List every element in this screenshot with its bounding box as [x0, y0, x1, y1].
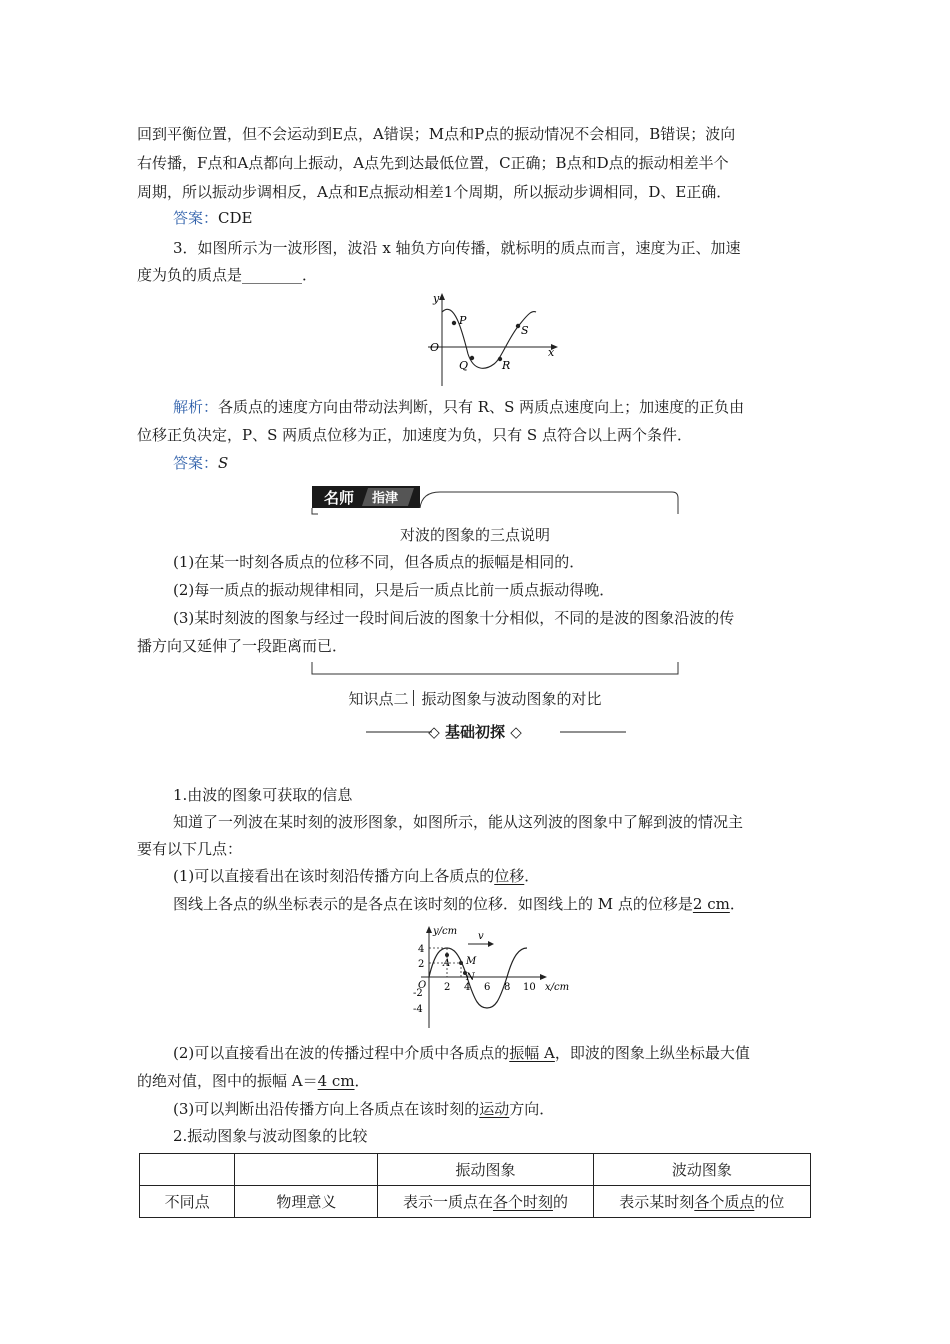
m-label: M	[466, 956, 477, 967]
header-cell-empty	[140, 1154, 235, 1186]
s1-intro-2: 要有以下几点：	[137, 840, 243, 858]
s1-item-3	[173, 1099, 554, 1119]
s1-intro-1: 知道了一列波在某时刻的波形图象，如图所示，能从这列波的图象中了解到波的情况主	[173, 813, 744, 831]
question-3-line2: 度为负的质点是________．	[137, 266, 318, 284]
analysis-line2: 位移正负决定，P、S 两质点位移为正，加速度为负，只有 S 点符合以上两个条件．	[137, 426, 692, 444]
header-vibration: 振动图象	[378, 1154, 593, 1186]
ytick-neg4: -4	[413, 1004, 423, 1015]
section-label: 知识点二	[348, 690, 409, 708]
p-label: P	[459, 314, 467, 327]
tip-point-3a: (3)某时刻波的图象与经过一段时间后波的图象十分相似，不同的是波的图象沿波的传	[173, 609, 735, 627]
cell-text: 表示一质点在	[402, 1193, 493, 1211]
tip-box-footer	[310, 660, 682, 680]
wave-curve	[429, 948, 527, 1008]
item-1-key: 位移	[494, 867, 525, 885]
cell-key: 各个时刻	[492, 1193, 553, 1211]
answer-value: S	[218, 454, 229, 472]
tip-point-3b: 播方向又延伸了一段距离而已．	[137, 637, 348, 655]
y-axis-arrow	[439, 293, 445, 300]
s-label: S	[521, 324, 529, 337]
detail-end: ．	[729, 895, 745, 913]
waveform-figure	[424, 290, 564, 390]
x-axis-label: x/cm	[545, 982, 570, 993]
wave-graph-figure	[395, 922, 575, 1032]
n-label: N	[466, 972, 475, 983]
tip-border-bottom	[312, 662, 678, 674]
para1-line2: 右传播，F点和A点都向上振动，A点先到达最低位置，C正确；B点和D点的振动相差半个	[137, 154, 729, 172]
a-label: A	[443, 958, 451, 969]
point-p	[452, 321, 456, 325]
item-2-rest: ，即波的图象上纵坐标最大值	[554, 1044, 750, 1062]
header-cell-empty-2	[235, 1154, 378, 1186]
tip-point-2: (2)每一质点的振动规律相同，只是后一质点比前一质点振动得晚．	[173, 581, 615, 599]
item-3-text: (3)可以判断出沿传播方向上各质点在该时刻的	[173, 1100, 480, 1118]
answer-2	[173, 453, 228, 473]
item-2-cont-end: ．	[354, 1072, 370, 1090]
ytick-neg2: -2	[413, 988, 423, 999]
s1-item-1-detail	[173, 894, 745, 914]
point-m	[459, 961, 463, 965]
xtick-2: 2	[444, 982, 451, 993]
comparison-table	[139, 1153, 811, 1218]
tip-border-top	[420, 492, 678, 514]
item-2-text: (2)可以直接看出在波的传播过程中介质中各质点的	[173, 1044, 510, 1062]
item-1-end: ．	[524, 867, 540, 885]
y-axis-arrow	[426, 926, 432, 933]
answer-label: 答案：	[173, 454, 219, 472]
answer-value: CDE	[218, 209, 253, 227]
basic-heading: ◇ 基础初探 ◇	[428, 723, 522, 741]
header-wave: 波动图象	[593, 1154, 810, 1186]
velocity-label: v	[478, 931, 484, 942]
point-q	[470, 356, 474, 360]
cell-end: 的	[552, 1193, 568, 1211]
cell-aspect: 物理意义	[235, 1186, 378, 1218]
tip-corner-left	[312, 508, 318, 514]
analysis-label: 解析：	[173, 398, 219, 416]
section-heading	[0, 688, 950, 709]
item-2-cont-key: 4 cm	[317, 1072, 355, 1090]
table-row	[140, 1186, 811, 1218]
item-3-end: 方向．	[509, 1100, 555, 1118]
item-2-cont-text: 的绝对值，图中的振幅 A＝	[137, 1072, 318, 1090]
section-title: 振动图象与波动图象的对比	[421, 690, 602, 708]
cell-wave-meaning	[593, 1186, 810, 1218]
s2-title: 2.振动图象与波动图象的比较	[173, 1127, 368, 1145]
velocity-arrowhead	[488, 941, 494, 947]
cell-vibration-meaning	[378, 1186, 593, 1218]
item-1-text: (1)可以直接看出在该时刻沿传播方向上各质点的	[173, 867, 495, 885]
point-s	[516, 324, 520, 328]
para1-line1: 回到平衡位置，但不会运动到E点，A错误；M点和P点的振动情况不会相同，B错误；波向	[137, 125, 736, 143]
table-header-row	[140, 1154, 811, 1186]
point-a	[445, 953, 449, 957]
question-3-line1: 3．如图所示为一波形图，波沿 x 轴负方向传播，就标明的质点而言，速度为正、加速	[173, 239, 741, 257]
x-label: x	[548, 346, 555, 359]
cell-end: 的位	[754, 1193, 785, 1211]
tip-badge-text1: 名师	[324, 489, 355, 507]
tip-title: 对波的图象的三点说明	[399, 526, 550, 544]
origin-label: O	[430, 341, 440, 354]
analysis-text: 各质点的速度方向由带动法判断，只有 R、S 两质点速度向上；加速度的正负由	[218, 398, 745, 416]
detail-text: 图线上各点的纵坐标表示的是各点在该时刻的位移．如图线上的 M 点的位移是	[173, 895, 693, 913]
x-axis-arrow	[540, 974, 547, 980]
cell-key: 各个质点	[694, 1193, 755, 1211]
analysis-line1	[173, 397, 744, 417]
detail-key: 2 cm	[692, 895, 730, 913]
y-label: y	[433, 292, 440, 305]
wave-curve	[442, 309, 536, 368]
q-label: Q	[459, 359, 469, 372]
cell-text: 表示某时刻	[619, 1193, 695, 1211]
item-3-key: 运动	[479, 1100, 510, 1118]
answer-1	[173, 208, 252, 228]
section-divider	[413, 690, 414, 706]
cell-category: 不同点	[140, 1186, 235, 1218]
xtick-10: 10	[523, 982, 536, 993]
origin-label: O	[418, 980, 427, 991]
xtick-8: 8	[504, 982, 511, 993]
answer-label: 答案：	[173, 209, 219, 227]
tip-box-header	[310, 484, 682, 520]
xtick-4: 4	[464, 982, 471, 993]
s1-item-2	[173, 1043, 750, 1063]
tip-badge-text2: 指津	[372, 491, 399, 506]
xtick-6: 6	[484, 982, 491, 993]
tip-point-1: (1)在某一时刻各质点的位移不同，但各质点的振幅是相同的．	[173, 553, 585, 571]
s1-title: 1.由波的图象可获取的信息	[173, 786, 353, 804]
s1-item-2-cont	[137, 1071, 370, 1091]
ytick-2: 2	[418, 959, 425, 970]
s1-item-1	[173, 866, 539, 886]
r-label: R	[502, 359, 511, 372]
ytick-4: 4	[418, 944, 425, 955]
para1-line3: 周期，所以振动步调相反，A点和E点振动相差1个周期，所以振动步调相同，D、E正确．	[137, 183, 732, 201]
item-2-key: 振幅 A	[509, 1044, 555, 1062]
y-axis-label: y/cm	[433, 926, 458, 937]
